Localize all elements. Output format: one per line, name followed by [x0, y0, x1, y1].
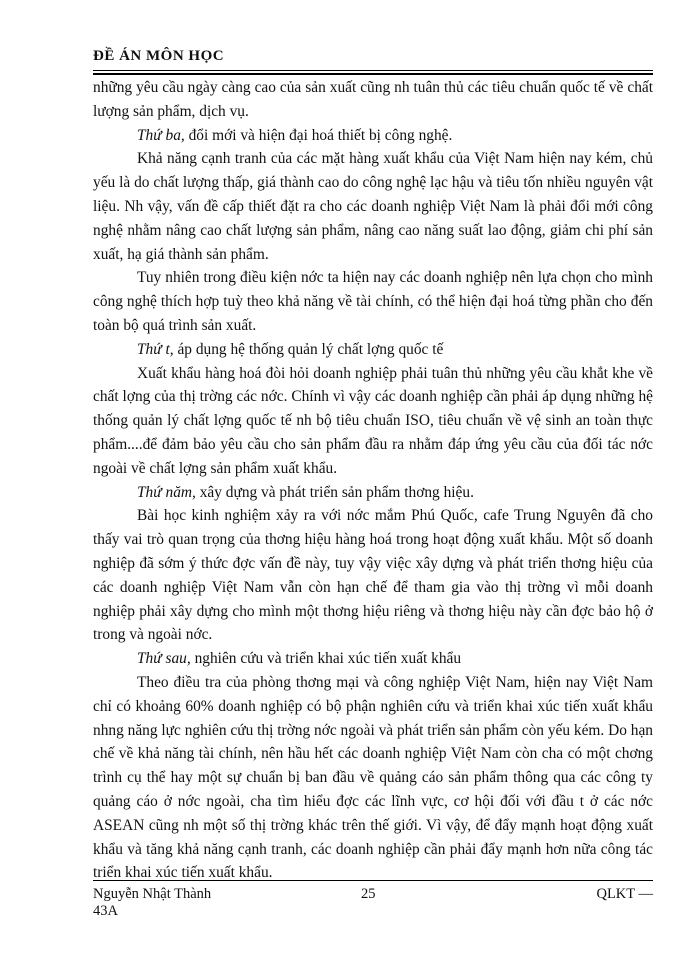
- heading-text: áp dụng hệ thống quản lý chất lợng quốc tế: [173, 340, 444, 358]
- section-heading: [93, 338, 653, 362]
- heading-text: nghiên cứu và triển khai xúc tiến xuất khẩu: [190, 650, 462, 668]
- header-rule-thin: [93, 70, 653, 71]
- section-heading: [93, 481, 653, 505]
- footer-rule: [93, 880, 653, 881]
- footer-author: Nguyễn Nhật Thành 43A: [93, 886, 212, 919]
- heading-text: xây dựng và phát triển sản phẩm thơng hiệu.: [195, 483, 474, 501]
- page-header-title: ĐỀ ÁN MÔN HỌC: [93, 48, 225, 64]
- paragraph: Xuất khẩu hàng hoá đòi hỏi doanh nghiệp phải tuân thủ những yêu cầu khắt khe về chất lợng của thị trờng các nớc. Chính vì vậy các doanh nghiệp cần phải áp dụng những hệ thống quản lý chất lợng quốc tế nh bộ tiêu chuẩn ISO, tiêu chuẩn về vệ sinh an toàn thực phẩm....để đảm bảo yêu cầu cho sản phẩm đầu ra nhằm đáp ứng yêu cầu của đối tác nớc ngoài về chất lợng sản phẩm xuất khẩu.: [93, 364, 653, 477]
- header-rule-thick: [93, 73, 653, 75]
- heading-lead: Thứ năm,: [137, 483, 196, 501]
- paragraph: Bài học kinh nghiệm xảy ra với nớc mắm Phú Quốc, cafe Trung Nguyên đã cho thấy vai trò quan trọng của thơng hiệu hàng hoá trong hoạt động xuất khẩu. Một số doanh nghiệp đã sớm ý thức đợc vấn đề này, tuy vậy việc xây dựng và phát triển thơng hiệu của các doanh nghiệp Việt Nam vẫn còn hạn chế để tham gia vào thị trờng vì mỗi doanh nghiệp phải xây dựng cho mình một thơng hiệu riêng và thơng hiệu này cần đợc bảo hộ ở trong và ngoài nớc.: [93, 507, 653, 644]
- heading-lead: Thứ sau,: [137, 650, 191, 668]
- heading-lead: Thứ ba,: [137, 126, 185, 144]
- paragraph: những yêu cầu ngày càng cao của sản xuất cũng nh tuân thủ các tiêu chuẩn quốc tế về chất lượng sản phẩm, dịch vụ.: [93, 79, 653, 120]
- footer-department: QLKT —: [596, 886, 653, 902]
- paragraph: Khả năng cạnh tranh của các mặt hàng xuất khẩu của Việt Nam hiện nay kém, chủ yếu là do chất lượng thấp, giá thành cao do công nghệ lạc hậu và tiêu tốn nhiều nguyên vật liệu. Nh vậy, vấn đề cấp thiết đặt ra cho các doanh nghiệp Việt Nam là phải đổi mới công nghệ nhằm nâng cao chất lượng sản phẩm, nâng cao năng suất lao động, giảm chi phí sản xuất, hạ giá thành sản phẩm.: [93, 150, 653, 263]
- section-heading: [93, 647, 653, 671]
- paragraph: Tuy nhiên trong điều kiện nớc ta hiện nay các doanh nghiệp nên lựa chọn cho mình công nghệ thích hợp tuỳ theo khả năng về tài chính, có thể hiện đại hoá từng phần cho đến toàn bộ quá trình sản xuất.: [93, 269, 653, 334]
- page-footer: [93, 886, 653, 926]
- heading-lead: Thứ t,: [137, 340, 174, 358]
- page-number: 25: [361, 886, 376, 902]
- section-heading: [93, 124, 653, 148]
- paragraph: Theo điều tra của phòng thơng mại và công nghiệp Việt Nam, hiện nay Việt Nam chỉ có khoảng 60% doanh nghiệp có bộ phận nghiên cứu và triển khai xúc tiến xuất khẩu nhng năng lực nghiên cứu thị trờng nớc ngoài và phát triển sản phẩm còn yếu kém. Do hạn chế về khả năng tài chính, nên hầu hết các doanh nghiệp Việt Nam còn cha có một chơng trình cụ thể hay một sự chuẩn bị ban đầu về quảng cáo sản phẩm thông qua các công ty quảng cáo ở nớc ngoài, cha tìm hiểu đợc các lĩnh vực, cơ hội đối với đầu t ở các nớc ASEAN cũng nh một số thị trờng khác trên thế giới. Vì vậy, để đẩy mạnh hoạt động xuất khẩu và tăng khả năng cạnh tranh, các doanh nghiệp cần phải đẩy mạnh hơn nữa công tác triển khai xúc tiến xuất khẩu.: [93, 673, 653, 882]
- document-body: [93, 76, 653, 885]
- heading-text: đổi mới và hiện đại hoá thiết bị công nghệ.: [184, 126, 453, 144]
